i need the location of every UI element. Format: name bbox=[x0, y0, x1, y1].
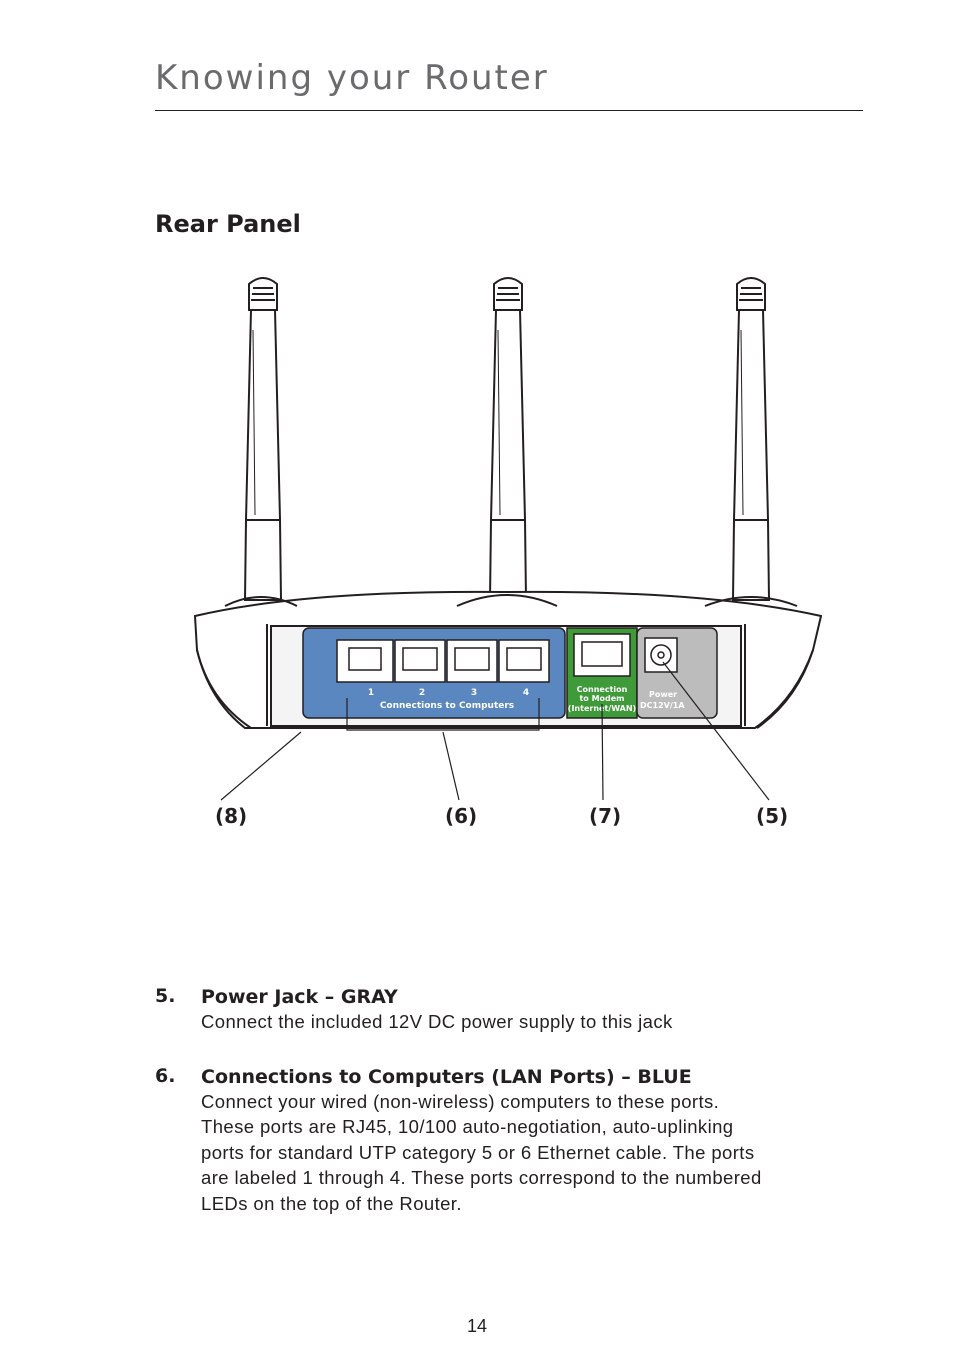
callout-8: (8) bbox=[215, 804, 248, 828]
item-body-line: are labeled 1 through 4. These ports correspond to the numbered bbox=[201, 1167, 762, 1188]
wan-label-line-1: Connection bbox=[576, 685, 628, 694]
antenna-left bbox=[245, 278, 281, 600]
list-item bbox=[155, 985, 875, 1035]
item-body-line: LEDs on the top of the Router. bbox=[201, 1192, 462, 1214]
router-rear-panel-diagram bbox=[185, 270, 825, 840]
power-jack bbox=[645, 638, 677, 672]
page-number: 14 bbox=[466, 1316, 488, 1336]
wan-port bbox=[574, 634, 630, 676]
power-label-line-2: DC12V/1A bbox=[640, 701, 685, 710]
wan-label-line-2: to Modem bbox=[579, 694, 625, 703]
item-number: 5. bbox=[155, 985, 176, 1007]
list-item bbox=[155, 1065, 875, 1217]
item-body bbox=[201, 1089, 871, 1217]
title-rule bbox=[155, 110, 863, 111]
antenna-center bbox=[490, 278, 526, 600]
lan-port-1 bbox=[337, 640, 393, 682]
lan-port-number-4: 4 bbox=[522, 688, 530, 698]
lan-port-number-1: 1 bbox=[367, 688, 375, 698]
lan-port-number-2: 2 bbox=[418, 688, 426, 698]
callout-7: (7) bbox=[589, 804, 622, 828]
lan-ports bbox=[337, 640, 549, 682]
item-body-line: Connect the included 12V DC power supply to this jack bbox=[201, 1011, 673, 1032]
section-heading: Rear Panel bbox=[155, 210, 301, 238]
wan-label-line-3: (Internet/WAN) bbox=[567, 704, 637, 713]
item-body-line: ports for standard UTP category 5 or 6 Ethernet cable. The ports bbox=[201, 1141, 755, 1163]
item-title: Connections to Computers (LAN Ports) – BLUE bbox=[201, 1065, 692, 1088]
item-title: Power Jack – GRAY bbox=[201, 986, 398, 1008]
callout-5: (5) bbox=[756, 804, 789, 828]
callout-6: (6) bbox=[445, 804, 478, 828]
lan-label: Connections to Computers bbox=[379, 701, 515, 711]
antenna-right bbox=[733, 278, 769, 600]
chapter-title: Knowing your Router bbox=[155, 58, 549, 98]
lan-port-number-3: 3 bbox=[470, 688, 478, 698]
item-list bbox=[155, 985, 875, 1246]
item-body bbox=[201, 1009, 871, 1035]
power-label-line-1: Power bbox=[649, 690, 678, 699]
item-body-line: These ports are RJ45, 10/100 auto-negotiation, auto-uplinking bbox=[201, 1116, 734, 1137]
item-body-line: Connect your wired (non-wireless) computers to these ports. bbox=[201, 1090, 720, 1112]
item-number: 6. bbox=[155, 1064, 176, 1087]
